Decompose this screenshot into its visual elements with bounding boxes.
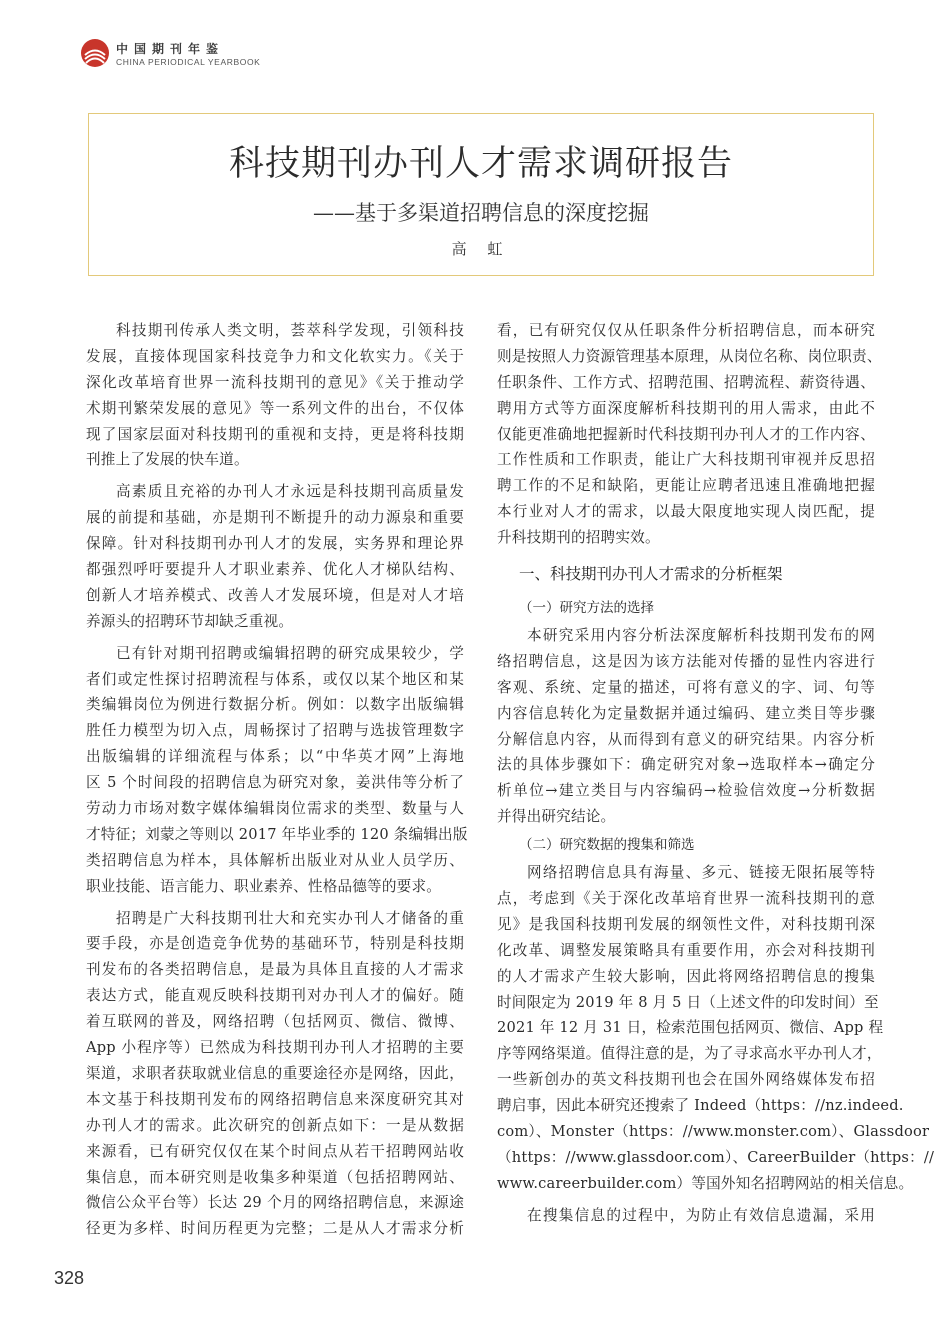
body-text-line: 在搜集信息的过程中，为防止有效信息遗漏，采用 [527,1206,875,1224]
body-text-line: 办刊人才的需求。此次研究的创新点如下：一是从数据 [86,1116,464,1134]
body-text-line: 时间限定为 2019 年 8 月 5 日（上述文件的印发时间）至 [497,993,879,1011]
yearbook-logo-icon [80,38,110,68]
body-text-line: 升科技期刊的招聘实效。 [497,529,660,547]
body-text-line: 着互联网的普及，网络招聘（包括网页、微信、微博、 [86,1013,464,1031]
body-text-line: www.careerbuilder.com）等国外知名招聘网站的相关信息。 [497,1174,914,1192]
body-text-line: 现了国家层面对科技期刊的重视和支持，更是将科技期 [86,425,464,443]
title-box [88,113,874,276]
body-text-line: 表达方式，能直观反映科技期刊对办刊人才的偏好。随 [86,987,464,1005]
body-text-line: 者们或定性探讨招聘流程与体系，或仅以某个地区和某 [86,670,464,688]
body-text-line: 一些新创办的英文科技期刊也会在国外网络媒体发布招 [497,1071,875,1089]
article-author: 高 虹 [451,240,511,258]
body-text-line: 要手段，亦是创造竞争优势的基础环节，特别是科技期 [86,935,464,953]
logo-english-text: CHINA PERIODICAL YEARBOOK [116,57,261,67]
body-text-line: 类编辑岗位为例进行数据分析。例如：以数字出版编辑 [86,696,464,714]
body-text-line: 径更为多样、时间历程更为完整；二是从人才需求分析 [86,1220,464,1238]
body-text-line: 刊推上了发展的快车道。 [86,451,249,469]
body-text-line: 化改革、调整发展策略具有重要作用，亦会对科技期刊 [497,941,875,959]
body-text-line: 区 5 个时间段的招聘信息为研究对象，姜洪伟等分析了 [86,774,464,792]
body-text-line: （https：//www.glassdoor.com）、CareerBuilder（https：// [497,1148,935,1166]
right-column [497,318,935,1229]
body-text-line: 展的前提和基础，亦是期刊不断提升的动力源泉和重要 [86,509,464,527]
body-text-line: 序等网络渠道。值得注意的是，为了寻求高水平办刊人才， [497,1045,882,1063]
body-text-line: 则是按照人力资源管理基本原理，从岗位名称、岗位职责、 [497,347,882,365]
body-text-line: App 小程序等）已然成为科技期刊办刊人才招聘的主要 [86,1039,464,1057]
body-text-line: 类招聘信息为样本，具体解析出版业对从业人员学历、 [86,851,464,869]
body-text-line: 渠道，求职者获取就业信息的重要途径亦是网络，因此， [86,1064,464,1082]
body-text-line: 析单位→建立类目与内容编码→检验信效度→分析数据 [497,782,875,800]
yearbook-logo [80,38,280,74]
body-text-line: 聘用方式等方面深度解析科技期刊的用人需求，由此不 [497,399,875,417]
body-text-line: 胜任力模型为切入点，周畅探讨了招聘与选拔管理数字 [86,722,464,740]
body-text-line: 点，考虑到《关于深化改革培育世界一流科技期刊的意 [497,890,875,908]
body-text-line: 本行业对人才的需求，以最大限度地实现人岗匹配，提 [497,503,875,521]
body-text-line: 任职条件、工作方式、招聘范围、招聘流程、薪资待遇、 [497,373,875,391]
body-text-line: 职业技能、语言能力、职业素养、性格品德等的要求。 [86,877,442,895]
body-text-line: 聘工作的不足和缺陷，更能让应聘者迅速且准确地把握 [497,477,875,495]
body-text-line: 高素质且充裕的办刊人才永远是科技期刊高质量发 [116,483,464,501]
body-text-line: 看，已有研究仅仅从任职条件分析招聘信息，而本研究 [497,322,875,339]
section-heading: 一、科技期刊办刊人才需求的分析框架 [519,565,783,584]
body-text-line: 见》是我国科技期刊发展的纲领性文件，对科技期刊深 [497,915,875,933]
subsection-heading: （二）研究数据的搜集和筛选 [519,837,695,854]
body-text-line: 仅能更准确地把握新时代科技期刊办刊人才的工作内容、 [497,425,875,443]
body-text-line: 已有针对期刊招聘或编辑招聘的研究成果较少，学 [116,644,464,662]
article-subtitle: ——基于多渠道招聘信息的深度挖掘 [313,201,649,225]
body-text-line: 出版编辑的详细流程与体系；以“中华英才网”上海地 [86,748,464,766]
article-title: 科技期刊办刊人才需求调研报告 [228,144,733,184]
body-text-line: 并得出研究结论。 [497,808,616,826]
body-text-line: 本文基于科技期刊发布的网络招聘信息来深度研究其对 [86,1090,464,1108]
body-text-line: 分解信息内容，从而得到有意义的研究结果。内容分析 [497,730,875,748]
body-text-line: 络招聘信息，这是因为该方法能对传播的显性内容进行 [497,652,875,670]
body-text-line: 科技期刊传承人类文明，荟萃科学发现，引领科技 [116,322,464,339]
body-text-line: 的人才需求产生较大影响，因此将网络招聘信息的搜集 [497,967,875,985]
body-text-line: 养源头的招聘环节却缺乏重视。 [86,612,294,630]
body-text-line: 才特征；刘蒙之等则以 2017 年毕业季的 120 条编辑出版 [86,825,468,843]
page-number: 328 [54,1268,85,1288]
body-text-line: 都强烈呼吁要提升人才职业素养、优化人才梯队结构、 [86,561,464,579]
body-text-line: com）、Monster（https：//www.monster.com）、Glassdoor [497,1123,930,1141]
body-text-line: 工作性质和工作职责，能让广大科技期刊审视并反思招 [497,451,875,469]
body-text-line: 术期刊繁荣发展的意见》等一系列文件的出台，不仅体 [86,399,464,417]
body-text-line: 劳动力市场对数字媒体编辑岗位需求的类型、数量与人 [86,800,464,818]
left-column [86,318,468,1242]
body-text-line: 内容信息转化为定量数据并通过编码、建立类目等步骤 [497,704,875,722]
body-text-line: 网络招聘信息具有海量、多元、链接无限拓展等特 [527,864,875,882]
body-text-line: 招聘是广大科技期刊壮大和充实办刊人才储备的重 [116,909,464,927]
logo-chinese-text: 中国期刊年鉴 [116,42,225,56]
body-text-line: 创新人才培养模式、改善人才发展环境，但是对人才培 [86,586,464,604]
body-text-line: 本研究采用内容分析法深度解析科技期刊发布的网 [527,627,875,645]
body-text-line: 微信公众平台等）长达 29 个月的网络招聘信息，来源途 [86,1194,464,1212]
body-text-line: 刊发布的各类招聘信息，是最为具体且直接的人才需求 [86,961,464,979]
body-text-line: 来源看，已有研究仅仅在某个时间点从若干招聘网站收 [86,1142,464,1160]
body-text-line: 聘启事，因此本研究还搜索了 Indeed（https：//nz.indeed. [497,1097,904,1115]
subsection-heading: （一）研究方法的选择 [519,600,654,617]
body-text-line: 集信息，而本研究则是收集多种渠道（包括招聘网站、 [86,1168,464,1186]
body-text-line: 发展，直接体现国家科技竞争力和文化软实力。《关于 [86,347,464,365]
body-text-line: 保障。针对科技期刊办刊人才的发展，实务界和理论界 [86,535,464,553]
body-text-line: 法的具体步骤如下：确定研究对象→选取样本→确定分 [497,756,875,774]
body-text-line: 深化改革培育世界一流科技期刊的意见》《关于推动学 [86,373,464,391]
body-text-line: 2021 年 12 月 31 日，检索范围包括网页、微信、App 程 [497,1019,884,1037]
body-text-line: 客观、系统、定量的描述，可将有意义的字、词、句等 [497,678,875,696]
